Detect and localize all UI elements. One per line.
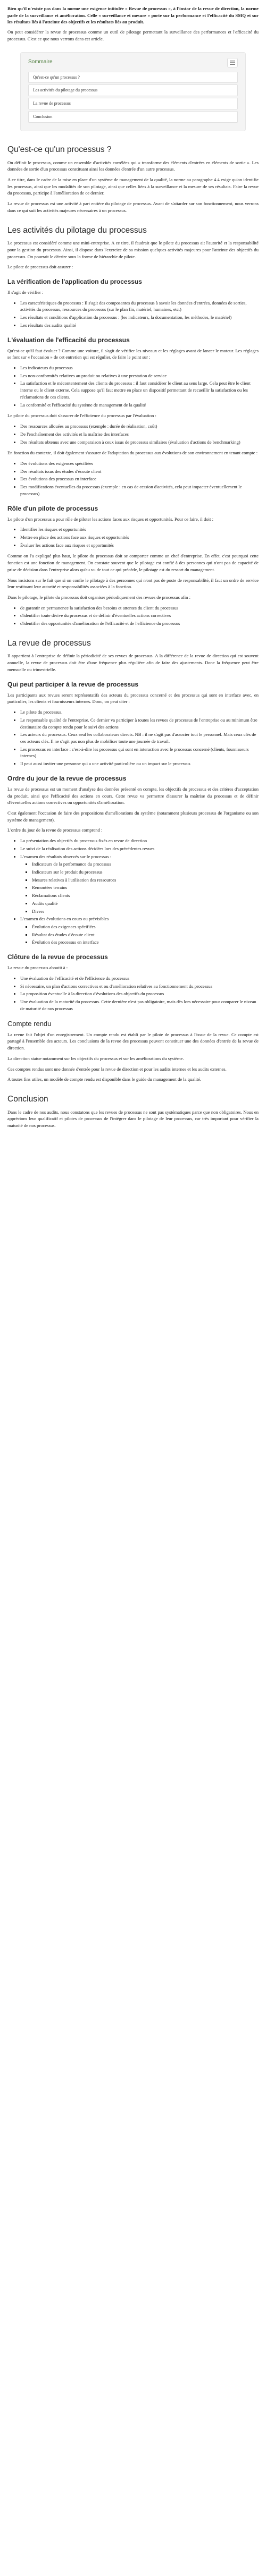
list-item: • Les caractéristiques du processus : Il s'agit des composantes du processus à savoir les données d'entrées, données de sorties, activités du processus, ressources du processus (sur le plan fin, matériel, humaines, etc.) — [20, 300, 259, 313]
list-item — [20, 916, 259, 946]
list-item: • Une évaluation de l'efficacité et de l'efficience du processus — [20, 975, 259, 982]
bullet-list — [7, 526, 259, 548]
list-item: • de garantir en permanence la satisfaction des besoins et attentes du client du processus — [20, 605, 259, 612]
nested-list — [20, 923, 259, 946]
intro-paragraph: On peut considérer la revue de processus comme un outil de pilotage permettant la surveillance des performances et l'efficacité du processus. C'est ce que nous verrons dans cet article. — [7, 29, 259, 41]
nested-list-item: ▪ Remontées terrains — [32, 884, 259, 891]
list-item-text: L'examen des évolutions en cours ou prévisibles — [20, 916, 109, 922]
nested-list-item: ▪ Mesures relatives à l'utilisation des ressources — [32, 877, 259, 884]
nested-list-item: ▪ Réclamations clients — [32, 892, 259, 899]
bullet-list — [7, 365, 259, 408]
paragraph: La revue de processus est une activité à part entière du pilotage de processus. Avant de s'attarder sur son fonctionnement, nous verrons dans ce qui suit les activités majeures nécessaires à un processus. — [7, 201, 259, 213]
bullet-list — [7, 709, 259, 767]
subsection-heading: La vérification de l'application du processus — [7, 278, 142, 285]
subsection-heading: Ordre du jour de la revue de processus — [7, 774, 127, 782]
list-item: • Des ressources allouées au processus (exemple : durée de réalisation, coût) — [20, 423, 259, 430]
toc-link[interactable]: Les activités du pilotage du processus — [28, 84, 238, 96]
paragraph: La revue du processus aboutit à : — [7, 965, 68, 971]
subsection-heading: Qui peut participer à la revue de processus — [7, 680, 139, 688]
toc-toggle-button[interactable] — [227, 58, 238, 67]
section-heading: Conclusion — [7, 1095, 48, 1104]
list-item: • Le pilote du processus. — [20, 709, 259, 716]
section-heading: La revue de processus — [7, 638, 91, 648]
paragraph: A ce titre, dans le cadre de la mise en place d'un système de management de la qualité, la norme au paragraphe 4.4 exige qu'on identifie les processus, ainsi que les modalités de son pilotage, ainsi que celles liées à la surveillance et la mesure de ses résultats. Faire la revue du processus, participe à l'amélioration de ce dernier. — [7, 176, 259, 196]
toc-link[interactable]: La revue de processus — [28, 98, 238, 109]
table-of-contents — [20, 52, 246, 131]
list-item: • Identifier les risques et opportunités — [20, 526, 259, 533]
nested-list-item: ▪ Évolution des processus en interface — [32, 939, 259, 946]
paragraph: Qu'est-ce qu'il faut évaluer ? Comme une voiture, il s'agit de vérifier les niveaux et les réglages avant de lancer le moteur. Les réglages se font sur « l'occasion » de cet entretien qui est régulier, de faire le point sur : — [7, 348, 259, 360]
subsection-heading: Rôle d'un pilote de processus — [7, 504, 98, 512]
list-item: • Si nécessaire, un plan d'actions correctives et ou d'amélioration relatives au fonctionnement du processus — [20, 983, 259, 990]
nested-list-item: ▪ Divers — [32, 908, 259, 915]
list-item: • La présentation des objectifs du processus fixés en revue de direction — [20, 837, 259, 844]
paragraph: Le pilote d'un processus a pour rôle de piloter les actions faces aux risques et opportunités. Pour ce faire, il doit : — [7, 516, 213, 522]
list-item: • Les non-conformités relatives au produit ou relatives à une prestation de service — [20, 372, 259, 379]
nested-list-item: ▪ Indicateurs sur le produit du processus — [32, 869, 259, 876]
list-item: • La conformité et l'efficacité du système de management de la qualité — [20, 402, 259, 409]
nested-list-item: ▪ Indicateurs de la performance du processus — [32, 861, 259, 868]
list-item: • De l'enchaînement des activités et la maîtrise des interfaces — [20, 431, 259, 438]
nested-list-item: ▪ Résultat des études d'écoute client — [32, 931, 259, 938]
list-item: • Les acteurs du processus. Ceux seul les collaborateurs directs. NB : il ne s'agit pas d'associer tout le personnel. Mais ceux clés de ces acteurs clés. Il ne s'agit pas non plus de mobiliser toute une journée de travail. — [20, 731, 259, 744]
list-item: • Des résultats obtenus avec une comparaison à ceux issus de processus similaires (évaluation d'actions de benchmarking) — [20, 439, 259, 446]
paragraph: En fonction du contexte, il doit également s'assurer de l'adaptation du processus aux évolutions de son environnement en tenant compte : — [7, 450, 258, 456]
paragraph: Les participants aux revues seront représentatifs des acteurs du processus concerné et des processus qui sont en interface avec, en particulier, les clients et fournisseurs internes. Donc, on peut citer : — [7, 692, 259, 705]
list-item: • Évaluer les actions face aux risques et opportunités — [20, 542, 259, 549]
paragraph: Dans le cadre de nos audits, nous constatons que les revues de processus ne sont pas systématiques parce que non obligatoires. Nous en apprécions leur qualificatif et pilotes de processus de l'intégrer dans le pilotage de leur processus, car très important pour vérifier la maturité de nos processus. — [7, 1109, 259, 1129]
list-item: • Des évolutions des exigences spécifiées — [20, 460, 259, 467]
paragraph: Ces comptes rendus sont une donnée d'entrée pour la revue de direction et pour les audits internes et les audits externes. — [7, 1066, 227, 1072]
paragraph: La revue de processus est un moment d'analyse des données présenté en compte, les objectifs du processus et des critères d'acceptation du produit, ainsi que l'efficacité des actions en cours. Cette revue va permettre d'assurer la maîtrise du processus et de définir d'éventuelles actions correctives ou opportunités d'amélioration. — [7, 786, 259, 806]
paragraph: C'est également l'occasion de faire des propositions d'améliorations du système (notamment plusieurs processus de l'organisme ou son système de management). — [7, 810, 259, 823]
paragraph: Le pilote de processus doit assurer : — [7, 264, 73, 270]
list-item: • La satisfaction et le mécontentement des clients du processus : il faut considérer le client au sens large. Cela peut être le client interne ou le client externe. Cela suppose qu'il faut mettre en place un dispositif permettant de recueillir la satisfaction ou les réclamations de ces clients. — [20, 380, 259, 400]
paragraph: Le processus est considéré comme une mini-entreprise. A ce titre, il faudrait que le pilote du processus ait l'autorité et la responsabilité pour la gestion du processus. Ainsi, il dispose dans l'exercice de sa mission quelques activités majeures pour l'atteinte des objectifs du processus. On pourrait le décrire sous la forme de hiérarchie de pilote. — [7, 240, 259, 259]
list-item: • Une évaluation de la maturité du processus. Cette dernière n'est pas obligatoire, mais dès lors nécessaire pour comparer le niveau de maturité de nos processus — [20, 998, 259, 1012]
list-item: • Le responsable qualité de l'entreprise. Ce dernier va participer à toutes les revues de processus de l'entreprise ou au minimum être destinataire du compte rendu pour le suivi des actions — [20, 717, 259, 730]
article — [0, 0, 266, 1143]
list-item: • Il peut aussi inviter une personne qui a une activité particulière ou un impact sur le processus — [20, 760, 259, 767]
bullet-list — [7, 605, 259, 627]
section-heading: Qu'est-ce qu'un processus ? — [7, 145, 112, 154]
paragraph: Comme on l'a expliqué plus haut, le pilote du processus doit se comporter comme un chef d'entreprise. En effet, c'est pourquoi cette fonction est une fonction de management. On constate souvent que le pilotage est confié à des personnes qui n'ont pas de capacité de prise de décision dans l'entreprise alors qu'au vu de tout ce qui précède, le pilotage est du ressort du management. — [7, 553, 259, 572]
intro — [7, 5, 259, 43]
list-item: • Le suivi de la réalisation des actions décidées lors des précédentes revues — [20, 845, 259, 852]
intro-paragraph: Bien qu'il n'existe pas dans la norme une exigence intitulée « Revue de processus », à l'instar de la revue de direction, la norme parle de la surveillance et amélioration. Celle « surveillance et mesure » porte sur la performance et l'efficacité du SMQ et sur les résultats liés à l'atteinte des objectifs et les résultats liés au produit. — [7, 6, 259, 25]
paragraph: Dans le pilotage, le pilote du processus doit organiser périodiquement des revues de processus afin : — [7, 595, 190, 600]
hamburger-icon — [230, 61, 235, 65]
paragraph: L'ordre du jour de la revue de processus comprend : — [7, 827, 103, 833]
paragraph: On définit le processus, comme un ensemble d'activités corrélées qui « transforme des éléments d'entrées en éléments de sortie ». Les données de sortie d'un processus constituant ainsi les données d'entrée d'un autre processus. — [7, 159, 259, 172]
paragraph: Il s'agit de vérifier : — [7, 290, 44, 295]
bullet-list — [7, 423, 259, 445]
paragraph: Nous insistons sur le fait que si on confie le pilotage à des personnes qui n'ont pas de poste de responsabilité, il faut un ordre de service leur restituant leur autorité et responsabilités associées à la fonction. — [7, 577, 259, 590]
nested-list-item: ▪ Audits qualité — [32, 900, 259, 907]
bullet-list — [7, 837, 259, 946]
list-item — [20, 853, 259, 915]
paragraph: La revue fait l'objet d'un enregistrement. Un compte rendu est établi par le pilote de processus à l'issue de la revue. Ce compte est partagé à l'ensemble des acteurs. Les conclusions de la revue des processus peuvent constituer une des données d'entrée de la revue de direction. — [7, 1031, 259, 1051]
subsection-heading: Clôture de la revue de processus — [7, 953, 108, 961]
list-item: • d'identifier des opportunités d'amélioration de l'efficacité et de l'efficience du processus — [20, 620, 259, 627]
list-item: • d'identifier toute dérive du processus et de définir d'éventuelles actions correctives — [20, 612, 259, 619]
paragraph: La direction statue notamment sur les objectifs du processus et sur les améliorations du système. — [7, 1055, 184, 1061]
list-item: • Mettre en place des actions face aux risques et opportunités — [20, 534, 259, 541]
list-item-text: L'examen des résultats observés sur le processus : — [20, 853, 112, 859]
list-item: • Les processus en interface : c'est-à-dire les processus qui sont en interaction avec le processus concerné (clients, fournisseurs internes) — [20, 746, 259, 759]
nested-list — [20, 861, 259, 914]
paragraph: A toutes fins utiles, un modèle de compte rendu est disponible dans le guide du management de la qualité. — [7, 1077, 202, 1082]
list-item: • Les résultats des audits qualité — [20, 322, 259, 329]
toc-title: Sommaire — [28, 59, 53, 65]
subsection-heading: L'évaluation de l'efficacité du processus — [7, 336, 130, 344]
list-item: • Les indicateurs du processus — [20, 365, 259, 371]
list-item: • Des résultats issus des études d'écoute client — [20, 468, 259, 475]
list-item: • Les résultats et conditions d'application du processus : (les indicateurs, la documentation, les méthodes, le matériel) — [20, 314, 259, 321]
nested-list-item: ▪ Évolution des exigences spécifiées — [32, 923, 259, 930]
bullet-list — [7, 460, 259, 497]
bullet-list — [7, 975, 259, 1012]
bullet-list — [7, 300, 259, 329]
subsection-heading: Compte rendu — [7, 1019, 52, 1028]
paragraph: Il appartient à l'entreprise de définir la périodicité de ses revues de processus. A la différence de la revue de direction qui est souvent annuelle, la revue de processus doit être d'une fréquence plus régulière afin de faire des ajustements. Donc la fréquence peut être mensuelle ou trimestrielle. — [7, 653, 259, 672]
list-item: • La proposition éventuelle à la direction d'évolutions des objectifs du processus — [20, 990, 259, 997]
list-item: • Des modifications éventuelles du processus (exemple : en cas de cession d'activités, cela peut impacter éventuellement le processus) — [20, 484, 259, 497]
paragraph: Le pilote du processus doit s'assurer de l'efficience du processus par l'évaluation : — [7, 413, 156, 419]
section-heading: Les activités du pilotage du processus — [7, 225, 147, 235]
toc-link[interactable]: Conclusion — [28, 111, 238, 123]
toc-link[interactable]: Qu'est-ce qu'un processus ? — [28, 72, 238, 83]
list-item: • Des évolutions des processus en interface — [20, 476, 259, 482]
